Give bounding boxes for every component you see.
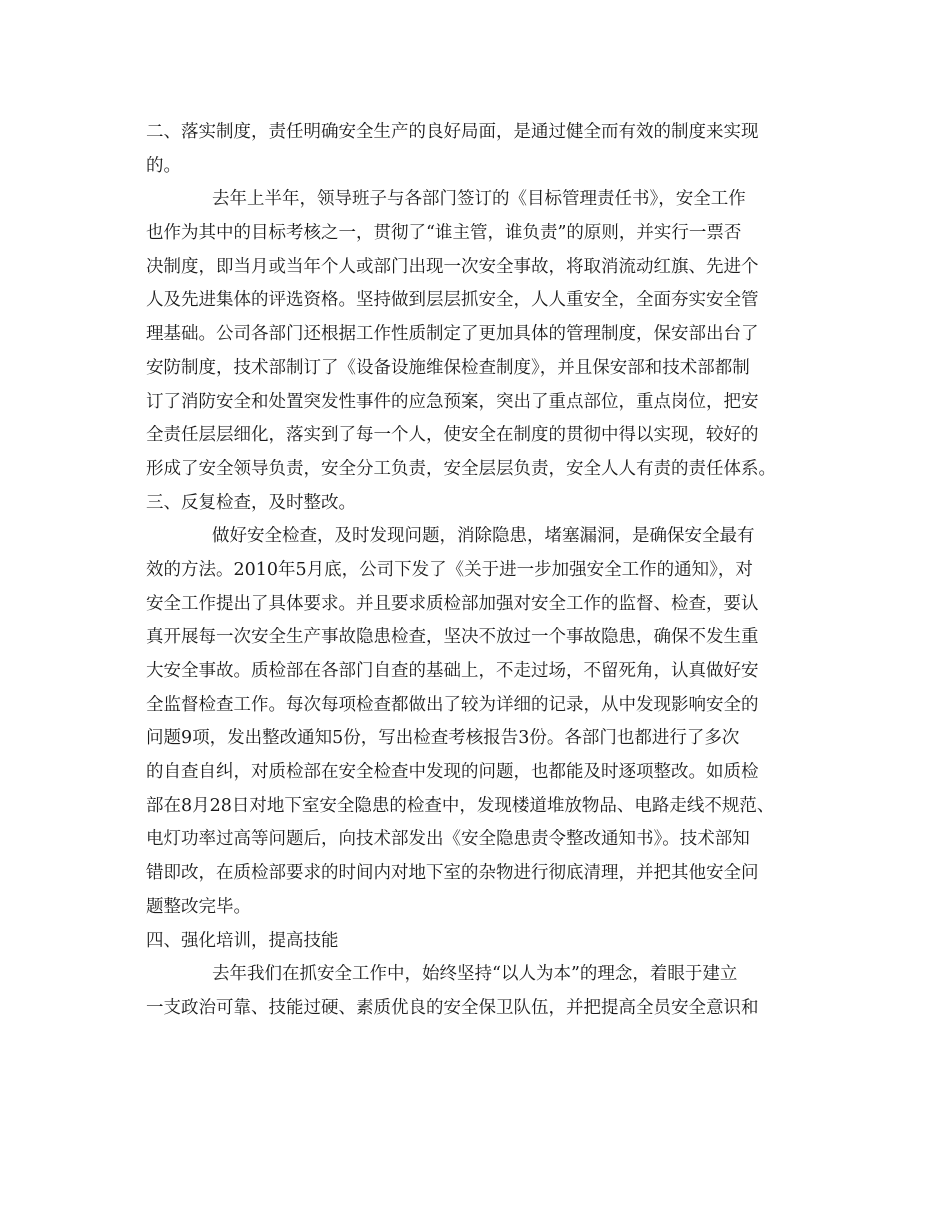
paragraph-line: 的。 bbox=[146, 155, 181, 176]
paragraph-line: 安全工作提出了具体要求。并且要求质检部加强对安全工作的监督、检查，要认 bbox=[146, 593, 759, 614]
paragraph-line: 大安全事故。质检部在各部门自查的基础上，不走过场，不留死角，认真做好安 bbox=[146, 661, 759, 681]
paragraph-line: 问题9项，发出整改通知5份，写出检查考核报告3份。各部门也都进行了多次 bbox=[146, 728, 740, 749]
paragraph-line: 也作为其中的目标考核之一，贯彻了“谁主管，谁负责”的原则，并实行一票否 bbox=[146, 223, 742, 244]
paragraph-line: 电灯功率过高等问题后，向技术部发出《安全隐患责令整改通知书》。技术部知 bbox=[146, 829, 750, 850]
paragraph-line: 的自查自纠，对质检部在安全检查中发现的问题，也都能及时逐项整改。如质检 bbox=[146, 762, 759, 783]
document-body bbox=[146, 116, 816, 1026]
paragraph-line: 二、落实制度，责任明确安全生产的良好局面，是通过健全而有效的制度来实现 bbox=[146, 122, 759, 142]
paragraph-line: 人及先进集体的评选资格。坚持做到层层抓安全，人人重安全，全面夯实安全管 bbox=[146, 290, 759, 311]
paragraph-line: 错即改，在质检部要求的时间内对地下室的杂物进行彻底清理，并把其他安全问 bbox=[146, 863, 759, 884]
paragraph-line: 决制度，即当月或当年个人或部门出现一次安全事故，将取消流动红旗、先进个 bbox=[146, 256, 759, 277]
paragraph-line: 理基础。公司各部门还根据工作性质制定了更加具体的管理制度，保安部出台了 bbox=[146, 324, 759, 345]
paragraph-line: 效的方法。2010年5月底，公司下发了《关于进一步加强安全工作的通知》，对 bbox=[146, 559, 753, 580]
paragraph-line: 题整改完毕。 bbox=[146, 896, 251, 917]
paragraph-line: 全监督检查工作。每次每项检查都做出了较为详细的记录，从中发现影响安全的 bbox=[146, 694, 759, 715]
paragraph-line: 安防制度，技术部制订了《设备设施维保检查制度》，并且保安部和技术部都制 bbox=[146, 357, 750, 378]
section-heading: 三、反复检查，及时整改。 bbox=[146, 492, 356, 513]
paragraph-line: 全责任层层细化，落实到了每一个人，使安全在制度的贯彻中得以实现，较好的 bbox=[146, 425, 759, 446]
paragraph-line: 一支政治可靠、技能过硬、素质优良的安全保卫队伍，并把提高全员安全意识和 bbox=[146, 997, 759, 1018]
paragraph-line: 订了消防安全和处置突发性事件的应急预案，突出了重点部位，重点岗位，把安 bbox=[146, 391, 759, 412]
paragraph-line: 去年我们在抓安全工作中，始终坚持“以人为本”的理念，着眼于建立 bbox=[212, 964, 738, 985]
paragraph-line: 去年上半年，领导班子与各部门签订的《目标管理责任书》，安全工作 bbox=[212, 189, 746, 210]
paragraph-line: 真开展每一次安全生产事故隐患检查，坚决不放过一个事故隐患，确保不发生重 bbox=[146, 627, 759, 648]
paragraph-line: 做好安全检查，及时发现问题，消除隐患，堵塞漏洞，是确保安全最有 bbox=[212, 526, 755, 547]
paragraph-line: 形成了安全领导负责，安全分工负责，安全层层负责，安全人人有责的责任体系。 bbox=[146, 458, 776, 479]
section-heading: 四、强化培训，提高技能 bbox=[146, 930, 339, 951]
paragraph-line: 部在8月28日对地下室安全隐患的检查中，发现楼道堆放物品、电路走线不规范、 bbox=[146, 795, 775, 816]
